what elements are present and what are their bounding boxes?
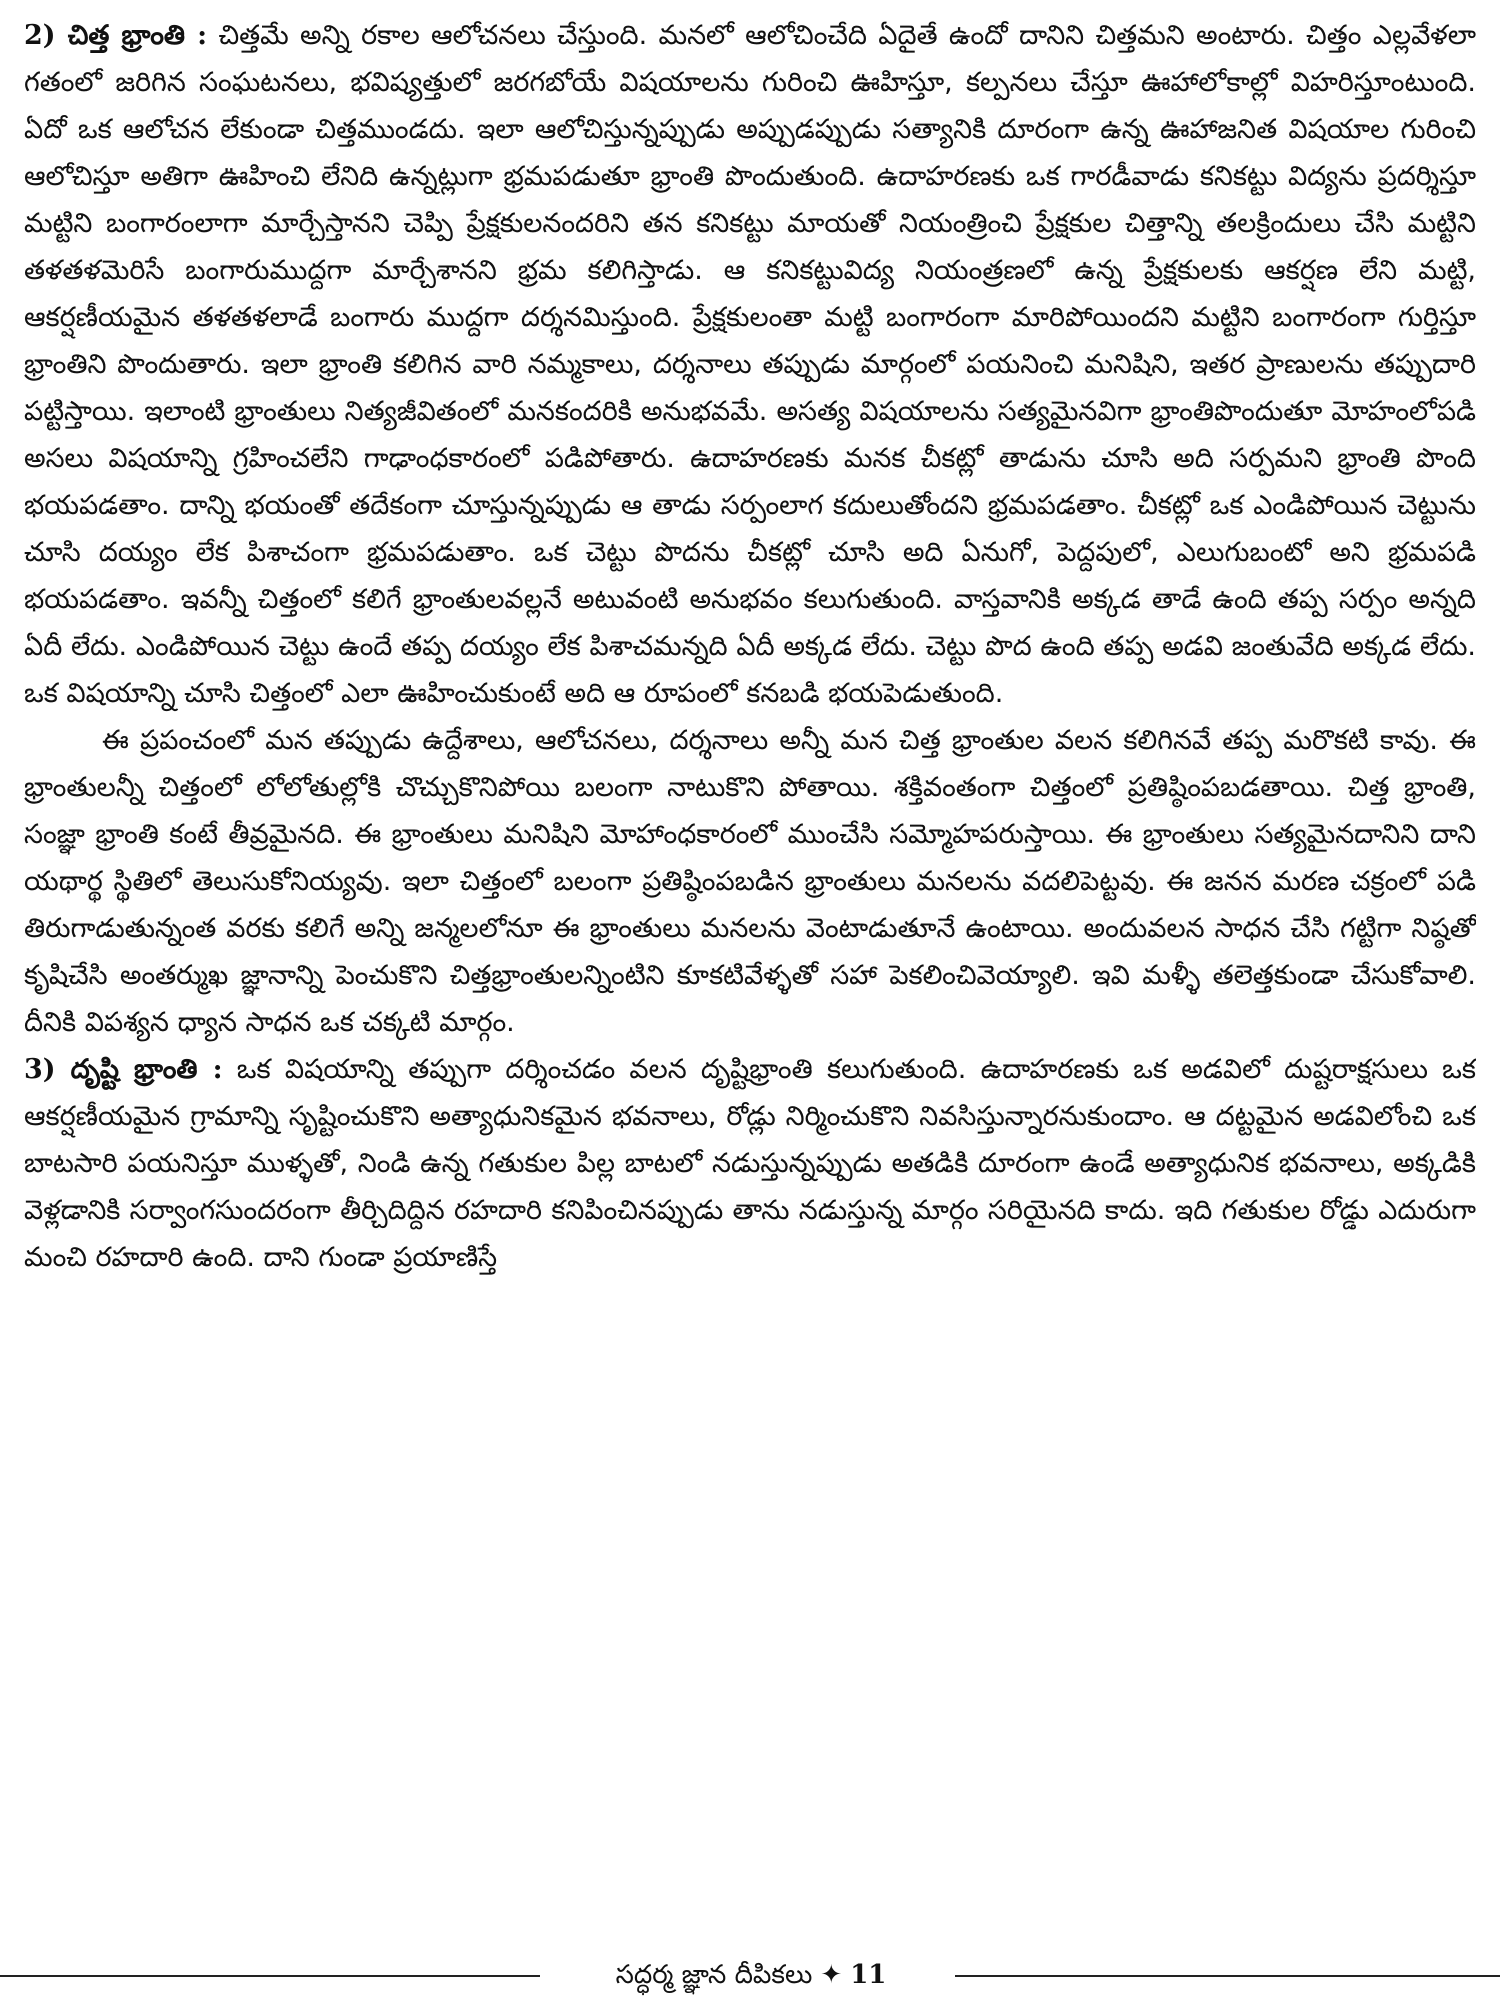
- section-drishti-bhranti: [24, 1046, 1476, 1281]
- section-body-text: ఒక విషయాన్ని తప్పుగా దర్శించడం వలన దృష్టిభ్రాంతి కలుగుతుంది. ఉదాహరణకు ఒక అడవిలో దుష్టరాక్షసులు ఒక ఆకర్షణీయమైన గ్రామాన్ని సృష్టించుకొని అత్యాధునికమైన భవనాలు, రోడ్లు నిర్మించుకొని నివసిస్తున్నారనుకుందాం. ఆ దట్టమైన అడవిలోంచి ఒక బాటసారి పయనిస్తూ ముళ్ళతో, నిండి ఉన్న గతుకుల పిల్ల బాటలో నడుస్తున్నప్పుడు అతడికి దూరంగా ఉండే అత్యాధునిక భవనాలు, అక్కడికి వెళ్లడానికి సర్వాంగసుందరంగా తీర్చిదిద్దిన రహదారి కనిపించినప్పుడు తాను నడుస్తున్న మార్గం సరియైనది కాదు. ఇది గతుకుల రోడ్డు ఎదురుగా మంచి రహదారి ఉంది. దాని గుండా ప్రయాణిస్తే: [24, 1054, 1476, 1273]
- document-page: [24, 12, 1476, 1912]
- star-icon: ✦: [820, 1960, 843, 1990]
- section-heading: 2) చిత్త భ్రాంతి :: [24, 20, 208, 51]
- page-number: 11: [850, 1960, 887, 1990]
- section-chitta-bhranti: [24, 12, 1476, 717]
- page-footer: [0, 1955, 1500, 1995]
- book-title: సద్ధర్మ జ్ఞాన దీపికలు: [615, 1960, 813, 1990]
- section-heading: 3) దృష్టి భ్రాంతి :: [24, 1054, 223, 1085]
- footer-rule-right: [955, 1975, 1500, 1977]
- body-paragraph: ఈ ప్రపంచంలో మన తప్పుడు ఉద్దేశాలు, ఆలోచనలు, దర్శనాలు అన్నీ మన చిత్త భ్రాంతుల వలన కలిగినవే తప్ప మరొకటి కావు. ఈ భ్రాంతులన్నీ చిత్తంలో లోలోతుల్లోకి చొచ్చుకొనిపోయి బలంగా నాటుకొని పోతాయి. శక్తివంతంగా చిత్తంలో ప్రతిష్ఠింపబడతాయి. చిత్త భ్రాంతి, సంజ్ఞా భ్రాంతి కంటే తీవ్రమైనది. ఈ భ్రాంతులు మనిషిని మోహాంధకారంలో ముంచేసి సమ్మోహపరుస్తాయి. ఈ భ్రాంతులు సత్యమైనదానిని దాని యథార్థ స్థితిలో తెలుసుకోనియ్యవు. ఇలా చిత్తంలో బలంగా ప్రతిష్ఠింపబడిన భ్రాంతులు మనలను వదలిపెట్టవు. ఈ జనన మరణ చక్రంలో పడి తిరుగాడుతున్నంత వరకు కలిగే అన్ని జన్మలలోనూ ఈ భ్రాంతులు మనలను వెంటాడుతూనే ఉంటాయి. అందువలన సాధన చేసి గట్టిగా నిష్ఠతో కృషిచేసి అంతర్ముఖ జ్ఞానాన్ని పెంచుకొని చిత్తభ్రాంతులన్నింటిని కూకటివేళ్ళతో సహా పెకలించివెయ్యాలి. ఇవి మళ్ళీ తలెత్తకుండా చేసుకోవాలి. దీనికి విపశ్యన ధ్యాన సాధన ఒక చక్కటి మార్గం.: [24, 725, 1476, 1038]
- section-body-text: చిత్తమే అన్ని రకాల ఆలోచనలు చేస్తుంది. మనలో ఆలోచించేది ఏదైతే ఉందో దానిని చిత్తమని అంటారు. చిత్తం ఎల్లవేళలా గతంలో జరిగిన సంఘటనలు, భవిష్యత్తులో జరగబోయే విషయాలను గురించి ఊహిస్తూ, కల్పనలు చేస్తూ ఊహాలోకాల్లో విహరిస్తూంటుంది. ఏదో ఒక ఆలోచన లేకుండా చిత్తముండదు. ఇలా ఆలోచిస్తున్నప్పుడు అప్పుడప్పుడు సత్యానికి దూరంగా ఉన్న ఊహాజనిత విషయాల గురించి ఆలోచిస్తూ అతిగా ఊహించి లేనిది ఉన్నట్లుగా భ్రమపడుతూ భ్రాంతి పొందుతుంది. ఉదాహరణకు ఒక గారడీవాడు కనికట్టు విద్యను ప్రదర్శిస్తూ మట్టిని బంగారంలాగా మార్చేస్తానని చెప్పి ప్రేక్షకులనందరిని తన కనికట్టు మాయతో నియంత్రించి ప్రేక్షకుల చిత్తాన్ని తలక్రిందులు చేసి మట్టిని తళతళమెరిసే బంగారుముద్దగా మార్చేశానని భ్రమ కలిగిస్తాడు. ఆ కనికట్టువిద్య నియంత్రణలో ఉన్న ప్రేక్షకులకు ఆకర్షణ లేని మట్టి, ఆకర్షణీయమైన తళతళలాడే బంగారు ముద్దగా దర్శనమిస్తుంది. ప్రేక్షకులంతా మట్టి బంగారంగా మారిపోయిందని మట్టిని బంగారంగా గుర్తిస్తూ భ్రాంతిని పొందుతారు. ఇలా భ్రాంతి కలిగిన వారి నమ్మకాలు, దర్శనాలు తప్పుడు మార్గంలో పయనించి మనిషిని, ఇతర ప్రాణులను తప్పుదారి పట్టిస్తాయి. ఇలాంటి భ్రాంతులు నిత్యజీవితంలో మనకందరికి అనుభవమే. అసత్య విషయాలను సత్యమైనవిగా భ్రాంతిపొందుతూ మోహంలోపడి అసలు విషయాన్ని గ్రహించలేని గాఢాంధకారంలో పడిపోతారు. ఉదాహరణకు మనక చీకట్లో తాడును చూసి అది సర్పమని భ్రాంతి పొంది భయపడతాం. దాన్ని భయంతో తదేకంగా చూస్తున్నప్పుడు ఆ తాడు సర్పంలాగ కదులుతోందని భ్రమపడతాం. చీకట్లో ఒక ఎండిపోయిన చెట్టును చూసి దయ్యం లేక పిశాచంగా భ్రమపడుతాం. ఒక చెట్టు పొదను చీకట్లో చూసి అది ఏనుగో, పెద్దపులో, ఎలుగుబంటో అని భ్రమపడి భయపడతాం. ఇవన్నీ చిత్తంలో కలిగే భ్రాంతులవల్లనే అటువంటి అనుభవం కలుగుతుంది. వాస్తవానికి అక్కడ తాడే ఉంది తప్ప సర్పం అన్నది ఏదీ లేదు. ఎండిపోయిన చెట్టు ఉందే తప్ప దయ్యం లేక పిశాచమన్నది ఏదీ అక్కడ లేదు. చెట్టు పొద ఉంది తప్ప అడవి జంతువేది అక్కడ లేదు. ఒక విషయాన్ని చూసి చిత్తంలో ఎలా ఊహించుకుంటే అది ఆ రూపంలో కనబడి భయపెడుతుంది.: [24, 20, 1476, 709]
- footer-label: [556, 1955, 946, 1995]
- footer-rule-left: [0, 1975, 540, 1977]
